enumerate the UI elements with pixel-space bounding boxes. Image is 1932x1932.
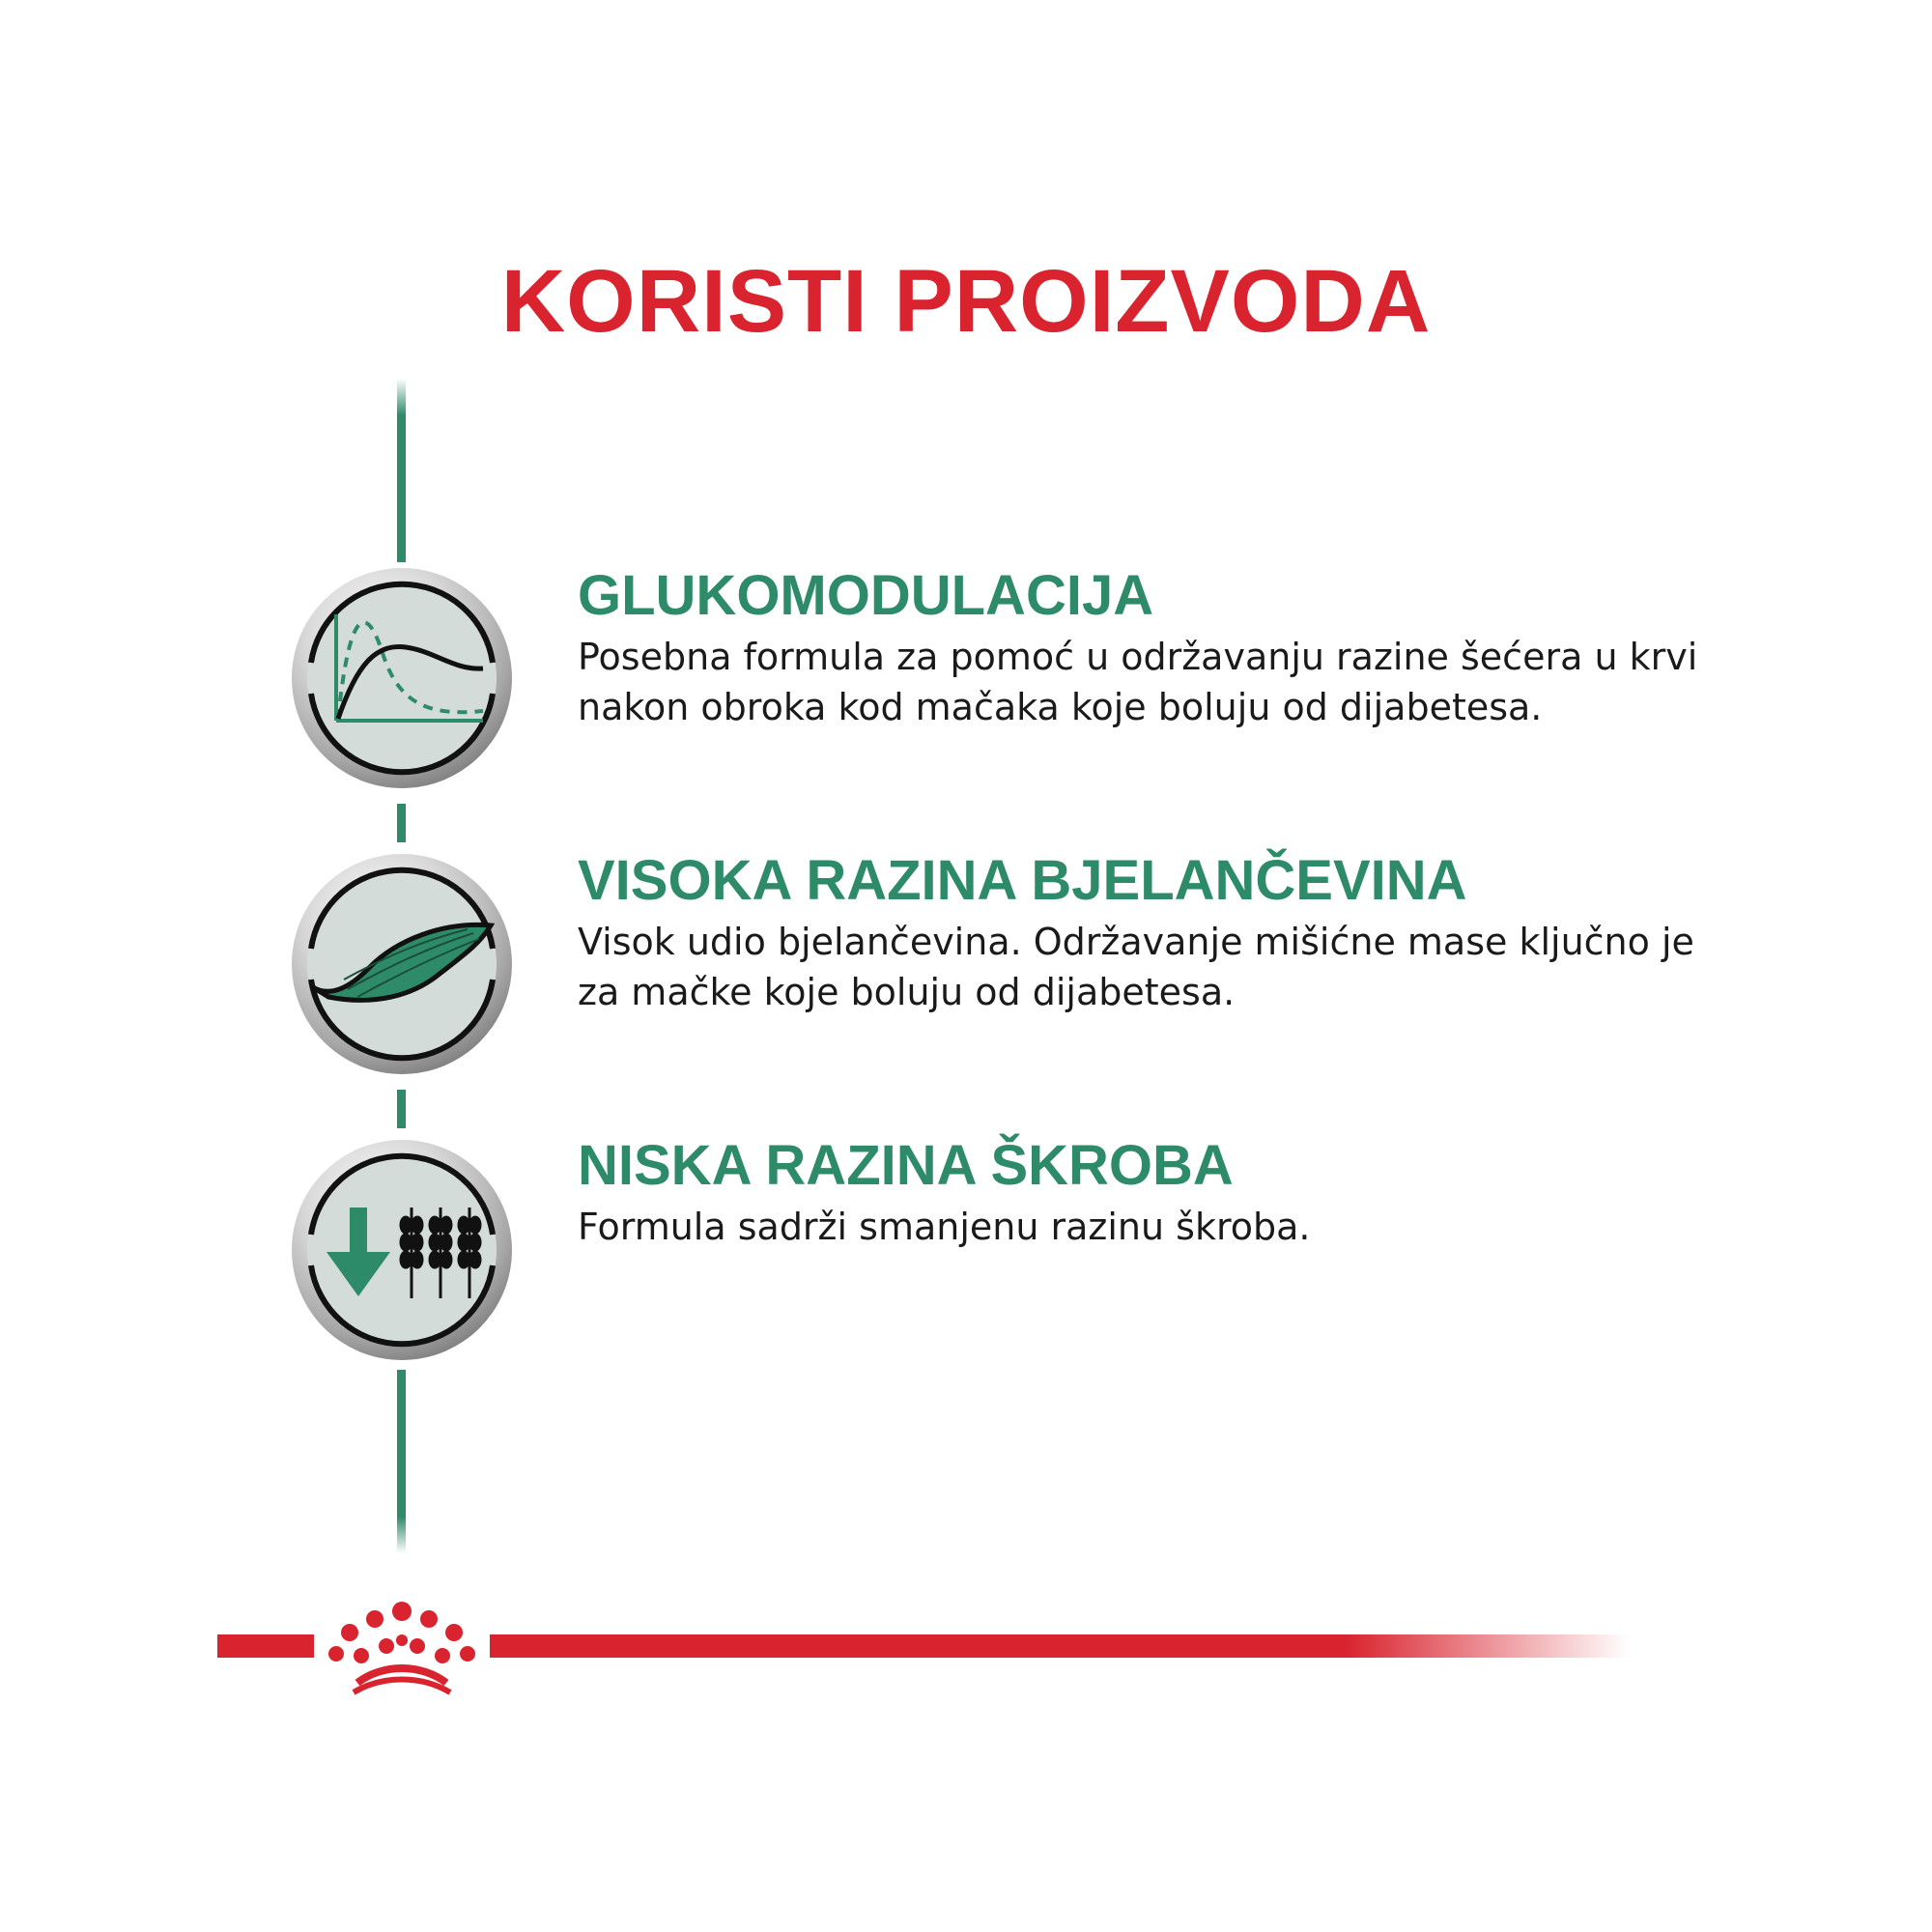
timeline-segment <box>397 1090 406 1128</box>
glucose-curve-icon <box>290 566 514 790</box>
low-starch-grain-icon <box>290 1138 514 1362</box>
timeline-segment <box>397 379 406 562</box>
timeline-segment <box>397 804 406 842</box>
benefit-heading: GLUKOMODULACIJA <box>578 564 1154 627</box>
benefit-description: Formula sadrži smanjenu razinu škroba. <box>578 1206 1311 1248</box>
timeline-segment <box>397 1370 406 1553</box>
benefit-heading: VISOKA RAZINA BJELANČEVINA <box>578 849 1467 912</box>
brand-bar-right <box>490 1634 1630 1658</box>
page-title: KORISTI PROIZVODA <box>500 252 1432 351</box>
muscle-icon <box>290 852 514 1076</box>
benefit-description: Posebna formula za pomoć u održavanju razine šećera u krvi nakon obroka kod mačaka koje boluju od dijabetesa. <box>578 636 1698 728</box>
brand-bar-left <box>217 1634 314 1658</box>
royal-crown-logo-icon <box>325 1598 479 1696</box>
benefit-heading: NISKA RAZINA ŠKROBA <box>578 1134 1234 1197</box>
benefit-description: Visok udio bjelančevina. Održavanje mišićne mase ključno je za mačke koje boluju od dijabetesa. <box>578 921 1694 1013</box>
